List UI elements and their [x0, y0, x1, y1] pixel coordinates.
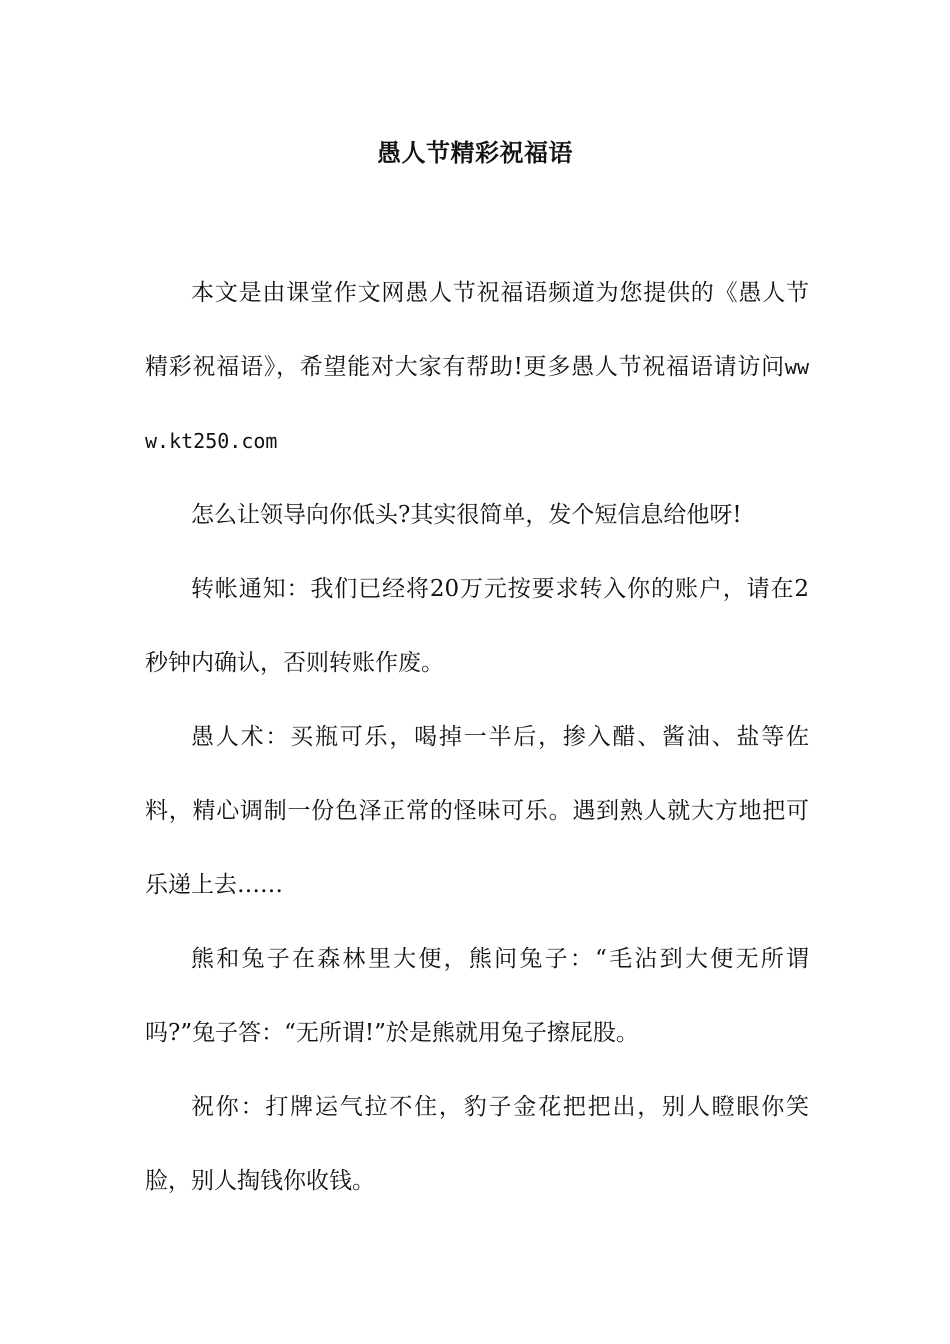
paragraph-blessing: 祝你：打牌运气拉不住，豹子金花把把出，别人瞪眼你笑脸，别人掏钱你收钱。	[145, 1094, 809, 1194]
website-link[interactable]: www.kt250.com	[145, 355, 809, 453]
document-body	[145, 256, 809, 1218]
paragraph-bear-rabbit: 熊和兔子在森林里大便，熊问兔子：“毛沾到大便无所谓吗?”兔子答：“无所谓!”於是熊就用兔子擦屁股。	[145, 946, 809, 1046]
paragraph-transfer: 转帐通知：我们已经将20万元按要求转入你的账户，请在2秒钟内确认，否则转账作废。	[145, 576, 809, 676]
paragraph-boss: 怎么让领导向你低头?其实很简单，发个短信息给他呀!	[191, 502, 742, 528]
intro-text: 本文是由课堂作文网愚人节祝福语频道为您提供的《愚人节精彩祝福语》，希望能对大家有帮助!更多愚人节祝福语请访问	[145, 280, 809, 380]
paragraph-cola: 愚人术：买瓶可乐，喝掉一半后，掺入醋、酱油、盐等佐料，精心调制一份色泽正常的怪味可乐。遇到熟人就大方地把可乐递上去……	[145, 724, 809, 898]
page-title: 愚人节精彩祝福语	[377, 138, 573, 167]
intro-paragraph	[145, 256, 809, 478]
